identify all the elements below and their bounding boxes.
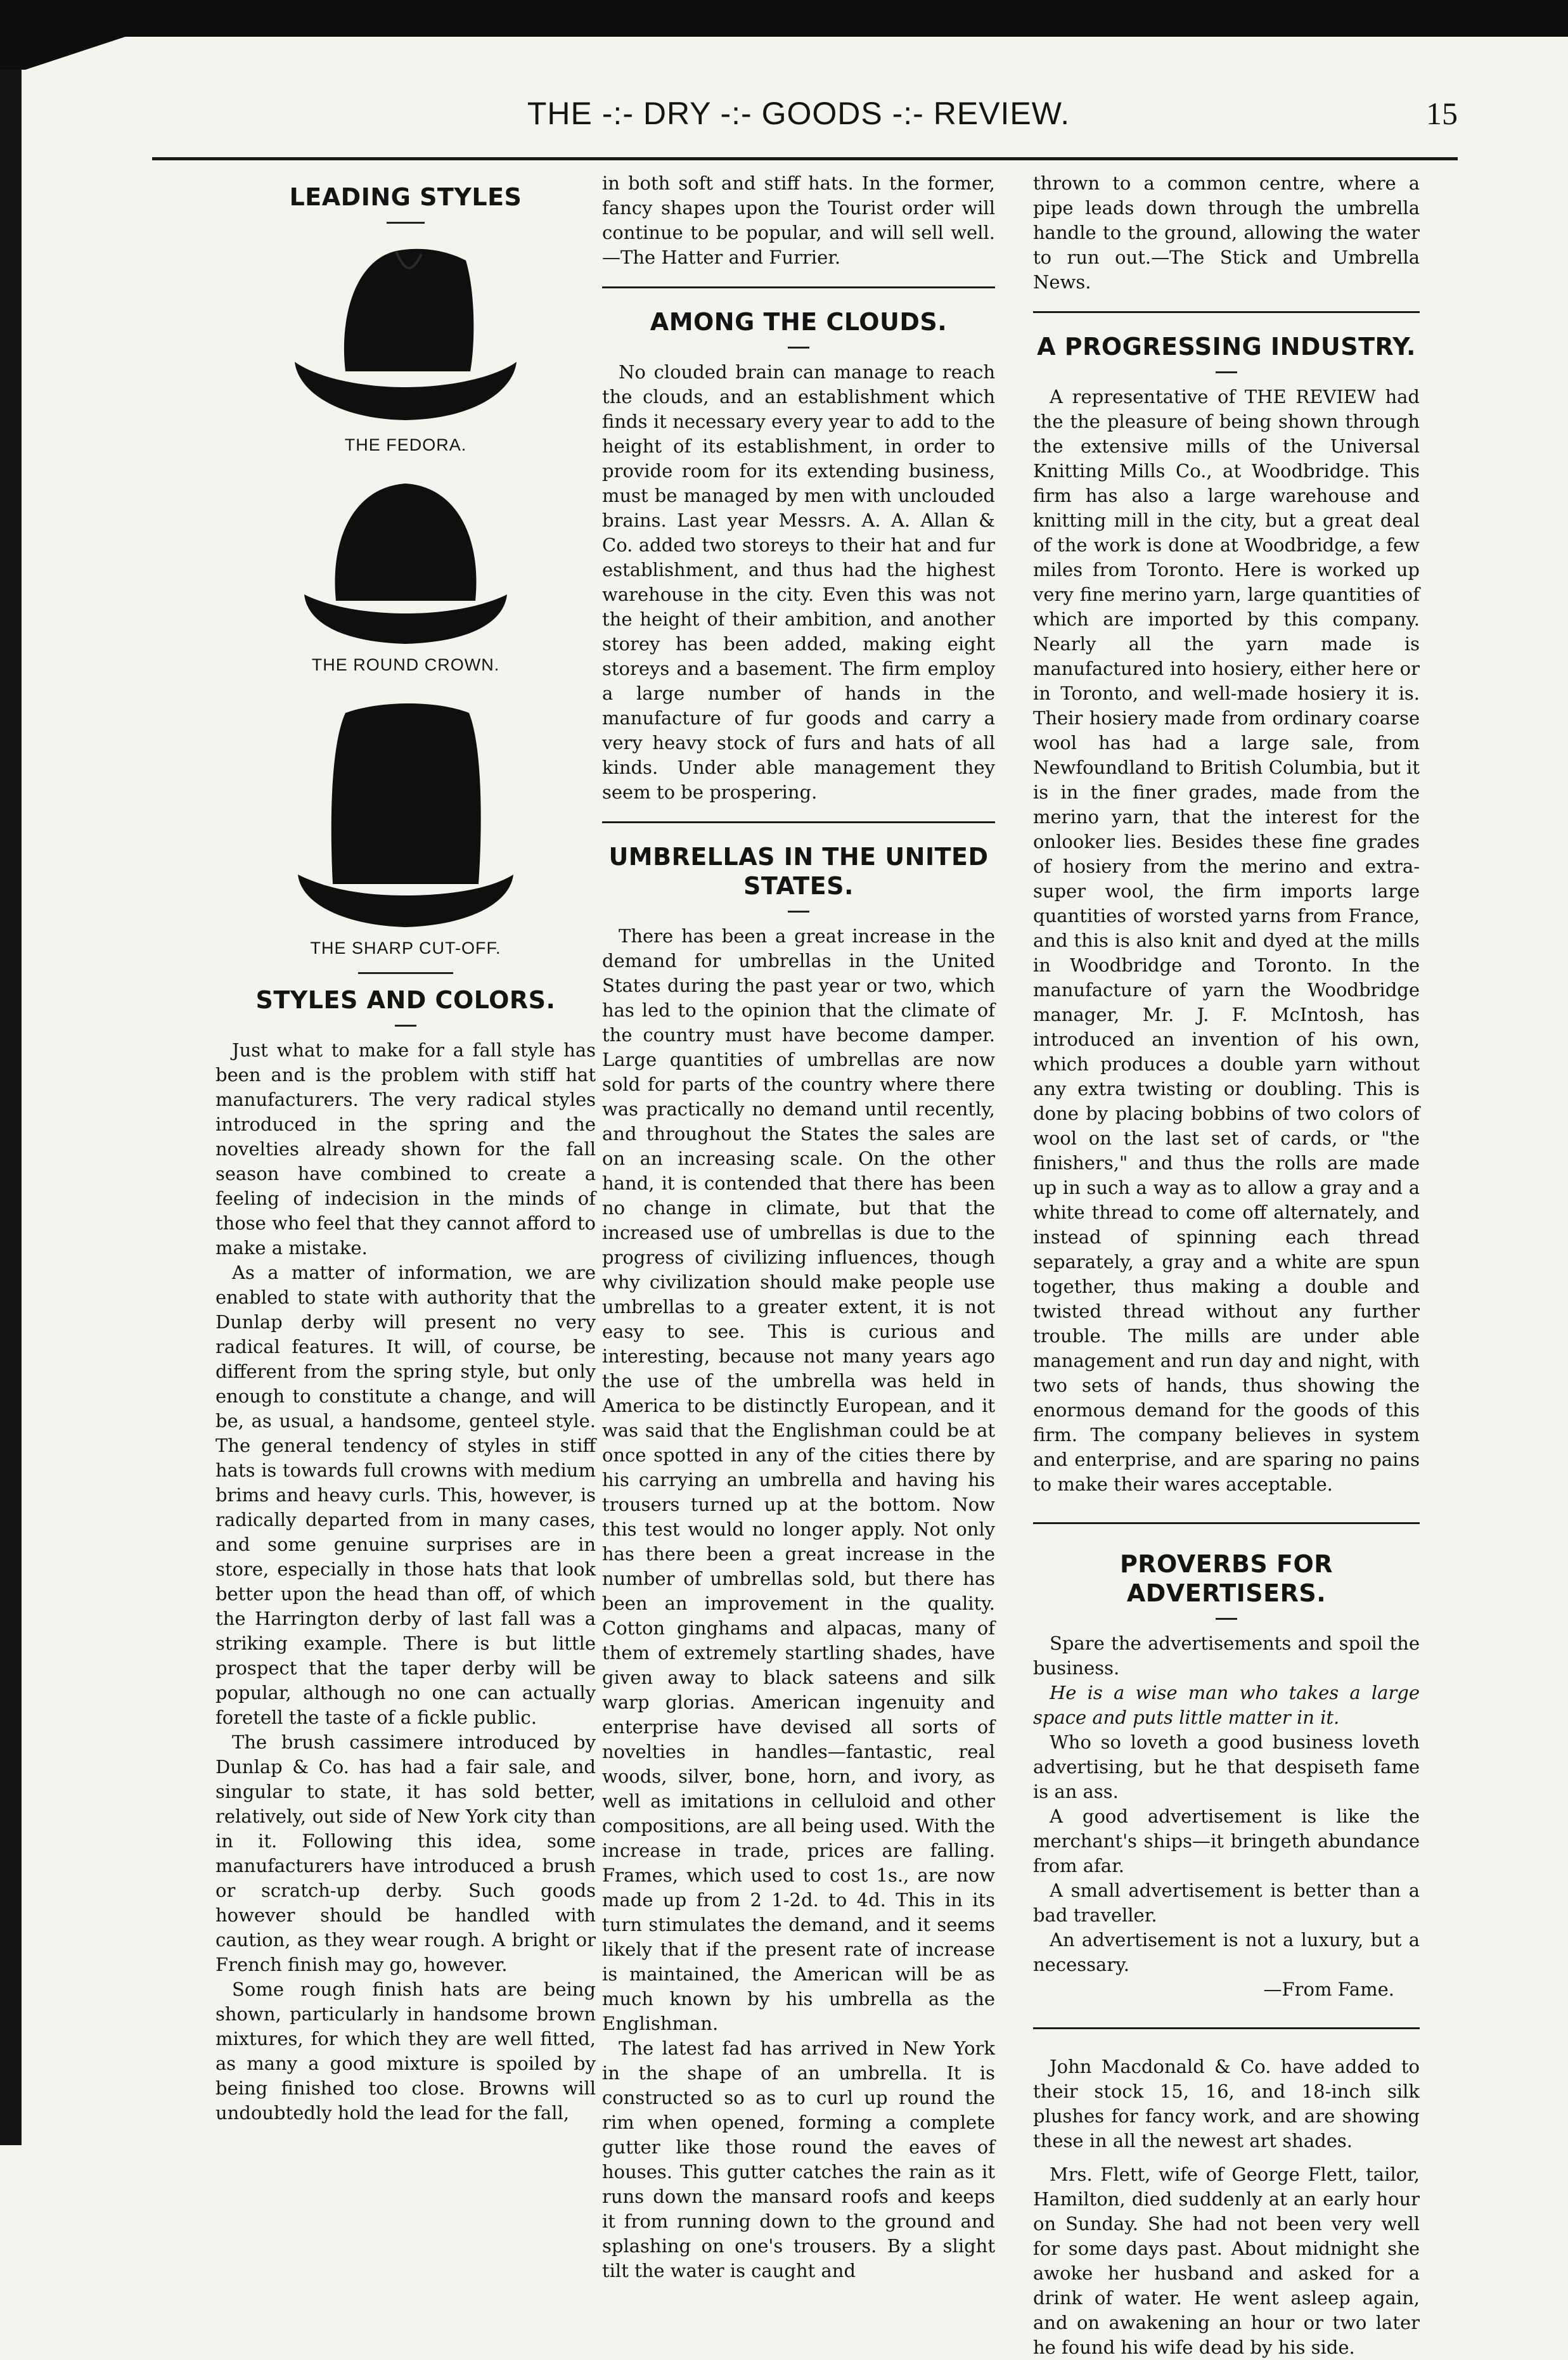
column-2 [602, 171, 995, 2281]
clouds-paragraph: No clouded brain can manage to reach the clouds, and an establishment which finds it necessary every year to add to the height of its establishment, in order to provide room for its extending business, must be managed by men with unclouded brains. Last year Messrs. A. A. Allan & Co. added two storeys to their hat and fur establishment, and thus had the highest warehouse in the city. Even this was not the height of their ambition, and another storey has been added, making eight storeys and a basement. The firm employ a large number of hands in the manufacture of fur goods and carry a very heavy stock of furs and hats of all kinds. Under able management they seem to be prospering. [602, 361, 995, 803]
proverbs-heading: PROVERBS FOR ADVERTISERS. [1119, 1550, 1333, 1607]
macdonald-note: John Macdonald & Co. have added to their stock 15, 16, and 18-inch silk plushes for fancy work, and are showing these in all the newest art shades. [1033, 2056, 1420, 2152]
round-crown-hat-icon [285, 474, 526, 651]
styles-paragraph: The brush cassimere introduced by Dunlap & Co. has had a fair sale, and singular to state, it has sold better, relatively, out side of New York city than in it. Following this idea, some manufacturers have introduced a brush or scratch-up derby. Such goods however should be handled with caution, as they wear rough. A bright or French finish may go, however. [215, 1731, 596, 1975]
industry-paragraph: A representative of THE REVIEW had the the pleasure of being shown through the extensive mills of the Universal Knitting Mills Co., at Woodbridge. This firm has also a large warehouse and knitting mill in the city, but a great deal of the work is done at Woodbridge, a few miles from Toronto. Here is worked up very fine merino yarn, large quantities of which are imported by this company. Nearly all the yarn made is manufactured into hosiery, either here or in Toronto, and well-made hosiery it is. Their hosiery made from ordinary coarse wool has had a large sale, from Newfoundland to British Columbia, but it is in the finer grades, made from the merino yarn, that the interest for the onlooker lies. Besides these fine grades of hosiery from the merino and extra-super wool, the firm imports large quantities of worsted yarns from France, and this is also knit and dyed at the mills in Woodbridge and Toronto. In the manufacture of yarn the Woodbridge manager, Mr. J. F. McIntosh, has introduced an invention of his own, which produces a double yarn without any extra twisting or doubling. This is done by placing bobbins of two colors of wool on the last set of cards, or "the finishers," and thus the rolls are made up in such a way as to allow a gray and a white thread to come off alternately, and instead of spinning each thread separately, a gray and a white are spun together, thus making a double and twisted thread without any further trouble. The mills are under able management and run day and night, with two sets of hands, thus showing the enormous demand for the goods of this firm. The company believes in system and enterprise, and are sparing no pains to make their wares acceptable. [1033, 386, 1420, 1495]
styles-colors-heading: STYLES AND COLORS. [255, 986, 556, 1014]
heading-dash [1216, 1618, 1237, 1620]
umbrellas-heading: UMBRELLAS IN THE UNITED STATES. [608, 843, 989, 900]
page-header-title: THE -:- DRY -:- GOODS -:- REVIEW. [527, 96, 1070, 131]
section-rule [1033, 2027, 1420, 2029]
flett-note: Mrs. Flett, wife of George Flett, tailor, Hamilton, died suddenly at an early hour on Sunday. She had not been very well for some days past. About midnight she awoke her husband and asked for a drink of water. He went asleep again, and on awakening an hour or two later he found his wife dead by his side. [1033, 2164, 1420, 2358]
scan-left-edge [0, 0, 22, 2145]
progressing-industry-heading: A PROGRESSING INDUSTRY. [1037, 333, 1416, 361]
section-rule [1033, 1522, 1420, 1524]
round-crown-caption: THE ROUND CROWN. [311, 655, 500, 674]
styles-paragraph: Just what to make for a fall style has been and is the problem with stiff hat manufacturers. The very radical styles introduced in the spring and the novelties already shown for the fall season have combined to create a feeling of indecision in the minds of those who feel that they cannot afford to make a mistake. [215, 1039, 596, 1259]
proverb: An advertisement is not a luxury, but a necessary. [1033, 1929, 1420, 1975]
page-number: 15 [1426, 96, 1458, 131]
styles-paragraph: Some rough finish hats are being shown, particularly in handsome brown mixtures, for which they are well fitted, as many a good mixture is spoiled by being finished too close. Browns will undoubtedly hold the lead for the fall, [215, 1978, 596, 2124]
section-rule [1033, 311, 1420, 313]
heading-dash [387, 222, 425, 224]
proverb: Who so loveth a good business loveth advertising, but he that despiseth fame is an ass. [1033, 1731, 1420, 1802]
header-rule [152, 157, 1458, 160]
column-1 [215, 171, 596, 2123]
scan-top-edge [0, 0, 1568, 37]
fedora-hat-icon [285, 235, 526, 432]
section-rule [602, 821, 995, 823]
leading-styles-heading: LEADING STYLES [289, 183, 522, 211]
column-3 [1033, 171, 1420, 2358]
heading-dash [788, 911, 809, 913]
styles-paragraph: As a matter of information, we are enabled to state with authority that the Dunlap derby will present no very radical features. It will, of course, be different from the spring style, but only enough to constitute a change, and will be, as usual, a handsome, genteel style. The general tendency of styles in stiff hats is towards full crowns with medium brims and heavy curls. This, however, is radically departed from in many cases, and some genuine surprises are in store, especially in those hats that look better upon the head than off, of which the Harrington derby of last fall was a striking example. There is but little prospect that the taper derby will be popular, although no one can actually foretell the taste of a fickle public. [215, 1262, 596, 1728]
fedora-caption: THE FEDORA. [344, 435, 467, 454]
umbrellas-paragraph: The latest fad has arrived in New York in the shape of an umbrella. It is constructed so as to curl up round the rim when opened, forming a complete gutter like those round the eaves of houses. This gutter catches the rain as it runs down the mansard roofs and keeps it from running down to the ground and splashing on one's trousers. By a slight tilt the water is caught and [602, 2037, 995, 2281]
section-rule [602, 286, 995, 288]
proverb: He is a wise man who takes a large space and puts little matter in it. [1033, 1682, 1420, 1728]
continued-text: thrown to a common centre, where a pipe leads down through the umbrella handle to the ground, allowing the water to run out.—The Stick and Umbrella News. [1033, 172, 1420, 293]
proverb: Spare the advertisements and spoil the business. [1033, 1632, 1420, 1679]
proverbs-attribution: —From Fame. [1263, 1978, 1394, 2000]
among-clouds-heading: AMONG THE CLOUDS. [650, 308, 948, 336]
scan-corner [0, 0, 127, 70]
proverb: A good advertisement is like the merchant's ships—it bringeth abundance from afar. [1033, 1805, 1420, 1876]
sharp-cut-off-caption: THE SHARP CUT-OFF. [310, 939, 501, 958]
heading-dash [1216, 371, 1237, 373]
section-rule [358, 972, 453, 974]
sharp-cut-off-hat-icon [285, 694, 526, 935]
heading-dash [395, 1025, 416, 1027]
continued-text: in both soft and stiff hats. In the former, fancy shapes upon the Tourist order will continue to be popular, and will sell well.—The Hatter and Furrier. [602, 172, 995, 268]
umbrellas-paragraph: There has been a great increase in the demand for umbrellas in the United States during the past year or two, which has led to the opinion that the climate of the country must have become damper. Large quantities of umbrellas are now sold for parts of the country where there was practically no demand until recently, and throughout the States the sales are on an increasing scale. On the other hand, it is contended that there has been no change in climate, but that the increased use of umbrellas is due to the progress of civilizing influences, though why civilization should make people use umbrellas to a greater extent, it is not easy to see. This is curious and interesting, because not many years ago the use of the umbrella was held in America to be distinctly European, and it was said that the Englishman could be at once spotted in any of the cities there by his carrying an umbrella and having his trousers turned up at the bottom. Now this test would no longer apply. Not only has there been a great increase in the number of umbrellas sold, but there has been an improvement in the quality. Cotton ginghams and alpacas, many of them of extremely startling shades, have given away to black sateens and silk warp glorias. American ingenuity and enterprise have devised all sorts of novelties in handles—fantastic, real woods, silver, bone, horn, and ivory, as well as imitations in celluloid and other compositions, are all being used. With the increase in trade, prices are falling. Frames, which used to cost 1s., are now made up from 2 1-2d. to 4d. This in its turn stimulates the demand, and it seems likely that if the present rate of increase is maintained, the American will be as much known by his umbrella as the Englishman. [602, 925, 995, 2034]
proverb: A small advertisement is better than a bad traveller. [1033, 1880, 1420, 1926]
heading-dash [788, 347, 809, 349]
